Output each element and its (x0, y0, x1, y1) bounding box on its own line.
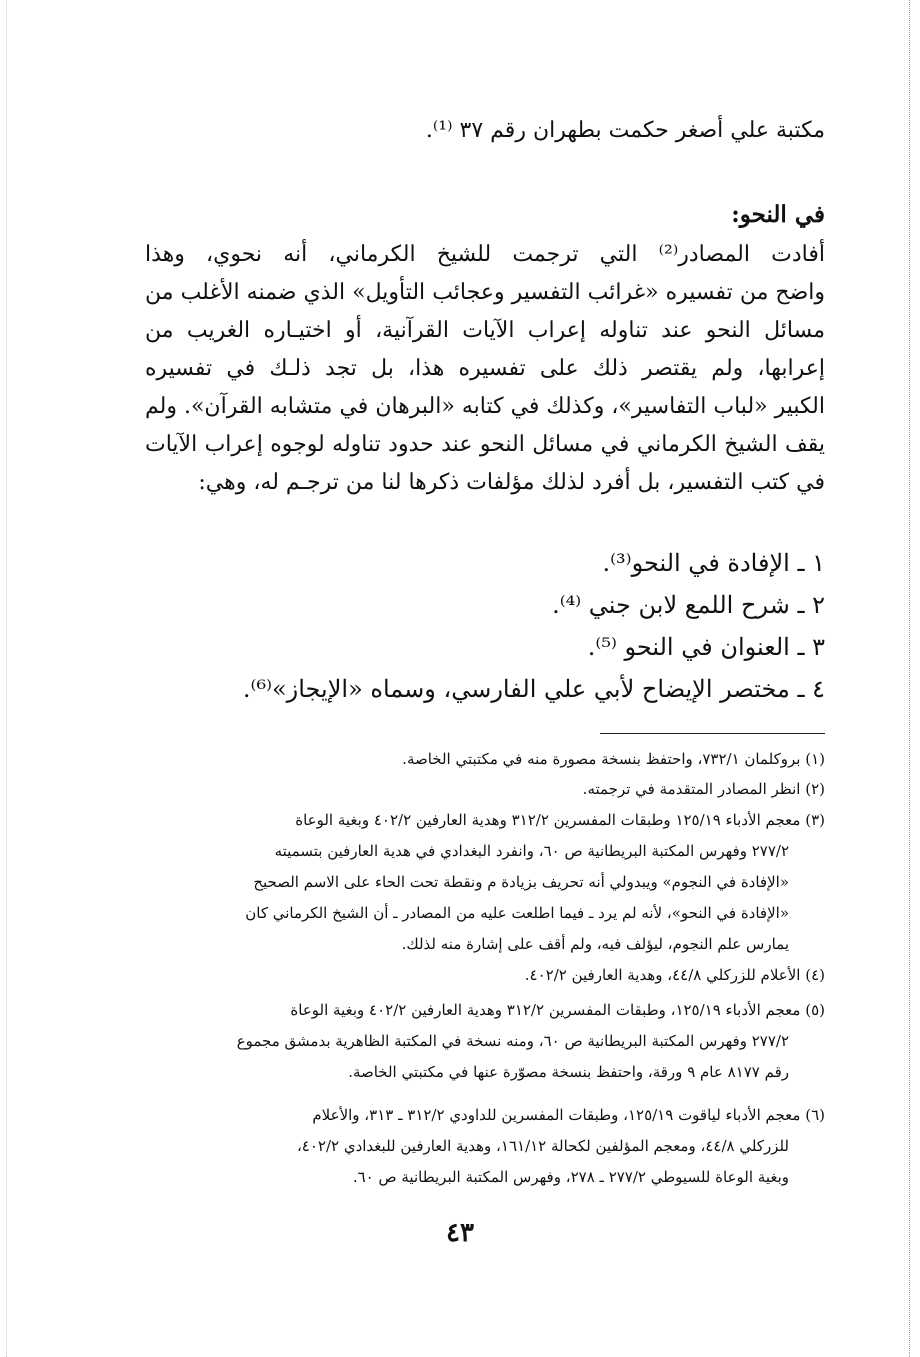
paragraph-line: في كتب التفسير، بل أفرد لذلك مؤلفات ذكرها لنا من ترجـم له، وهي: (198, 470, 825, 495)
works-list (145, 542, 825, 710)
list-item: ٢ ـ شرح اللمع لابن جني ⁽⁴⁾. (552, 591, 825, 619)
intro-block (145, 112, 825, 150)
footnote-line: (٣) معجم الأدباء ١٢٥/١٩ وطبقات المفسرين ٣١٢/٢ وهدية العارفين ٤٠٢/٢ وبغية الوعاة (295, 811, 825, 829)
footnote-line: رقم ٨١٧٧ عام ٩ ورقة، واحتفظ بنسخة مصوّرة عنها في مكتبتي الخاصة. (348, 1063, 789, 1081)
footnote-2 (95, 774, 825, 805)
footnote-line: (١) بروكلمان ٧٣٢/١، واحتفظ بنسخة مصورة منه في مكتبتي الخاصة. (402, 750, 825, 768)
footnote-line: وبغية الوعاة للسيوطي ٢٧٧/٢ ـ ٢٧٨، وفهرس المكتبة البريطانية ص ٦٠. (352, 1168, 789, 1186)
footnote-line: للزركلي ٤٤/٨، ومعجم المؤلفين لكحالة ١٦١/١٢، وهدية العارفين للبغدادي ٤٠٢/٢، (296, 1137, 789, 1155)
paragraph-line: واضح من تفسيره «غرائب التفسير وعجائب التأويل» الذي ضمنه الأغلب من (145, 280, 825, 305)
list-item: ٤ ـ مختصر الإيضاح لأبي علي الفارسي، وسماه «الإيجاز»⁽⁶⁾. (242, 675, 825, 703)
footnote-line: «الإفادة في النجوم» ويبدولي أنه تحريف بزيادة م ونقطة تحت الحاء على الاسم الصحيح (253, 873, 789, 891)
scan-edge-right (909, 0, 910, 1357)
footnote-line: ٢٧٧/٢ وفهرس المكتبة البريطانية ص ٦٠، وانفرد البغدادي في هدية العارفين بتسميته (274, 842, 789, 860)
main-paragraph (145, 236, 825, 502)
paragraph-line: أفادت المصادر⁽²⁾ التي ترجمت للشيخ الكرماني، أنه نحوي، وهذا (145, 242, 825, 267)
footnote-line: (٤) الأعلام للزركلي ٤٤/٨، وهدية العارفين ٤٠٢/٢. (524, 966, 825, 984)
footnote-5 (95, 995, 825, 1088)
scan-edge-left (6, 0, 7, 1357)
footnote-line: يمارس علم النجوم، ليؤلف فيه، ولم أقف على إشارة منه لذلك. (401, 935, 789, 953)
footnote-separator (600, 733, 825, 734)
footnote-line: «الإفادة في النحو»، لأنه لم يرد ـ فيما اطلعت عليه من المصادر ـ أن الشيخ الكرماني كان (245, 904, 789, 922)
footnote-3 (95, 805, 825, 960)
footnote-line: (٢) انظر المصادر المتقدمة في ترجمته. (582, 780, 825, 798)
footnote-line: ٢٧٧/٢ وفهرس المكتبة البريطانية ص ٦٠، ومنه نسخة في المكتبة الظاهرية بدمشق مجموع (236, 1032, 789, 1050)
paragraph-line: مسائل النحو عند تناوله إعراب الآيات القرآنية، أو اختيـاره الغريب من (145, 318, 825, 343)
footnote-1 (95, 744, 825, 775)
footnote-4 (95, 960, 825, 991)
paragraph-line: الكبير «لباب التفاسير»، وكذلك في كتابه «البرهان في متشابه القرآن». ولم (145, 394, 825, 419)
list-item: ١ ـ الإفادة في النحو⁽³⁾. (602, 549, 825, 577)
paragraph-line: يقف الشيخ الكرماني في مسائل النحو عند حدود تناوله لوجوه إعراب الآيات (145, 432, 825, 457)
paragraph-line: إعرابها، ولم يقتصر ذلك على تفسيره هذا، بل تجد ذلـك في تفسيره (145, 356, 825, 381)
footnote-6 (95, 1100, 825, 1193)
list-item: ٣ ـ العنوان في النحو ⁽⁵⁾. (587, 633, 825, 661)
heading-block (145, 196, 825, 234)
footnote-line: (٦) معجم الأدباء لياقوت ١٢٥/١٩، وطبقات المفسرين للداودي ٣١٢/٢ ـ ٣١٣، والأعلام (312, 1106, 825, 1124)
intro-line: مكتبة علي أصغر حكمت بطهران رقم ٣٧ ⁽¹⁾. (425, 118, 825, 143)
section-heading: في النحو: (731, 201, 825, 228)
footnote-line: (٥) معجم الأدباء ١٢٥/١٩، وطبقات المفسرين ٣١٢/٢ وهدية العارفين ٤٠٢/٢ وبغية الوعاة (290, 1001, 825, 1019)
page-number: ٤٣ (446, 1218, 474, 1248)
